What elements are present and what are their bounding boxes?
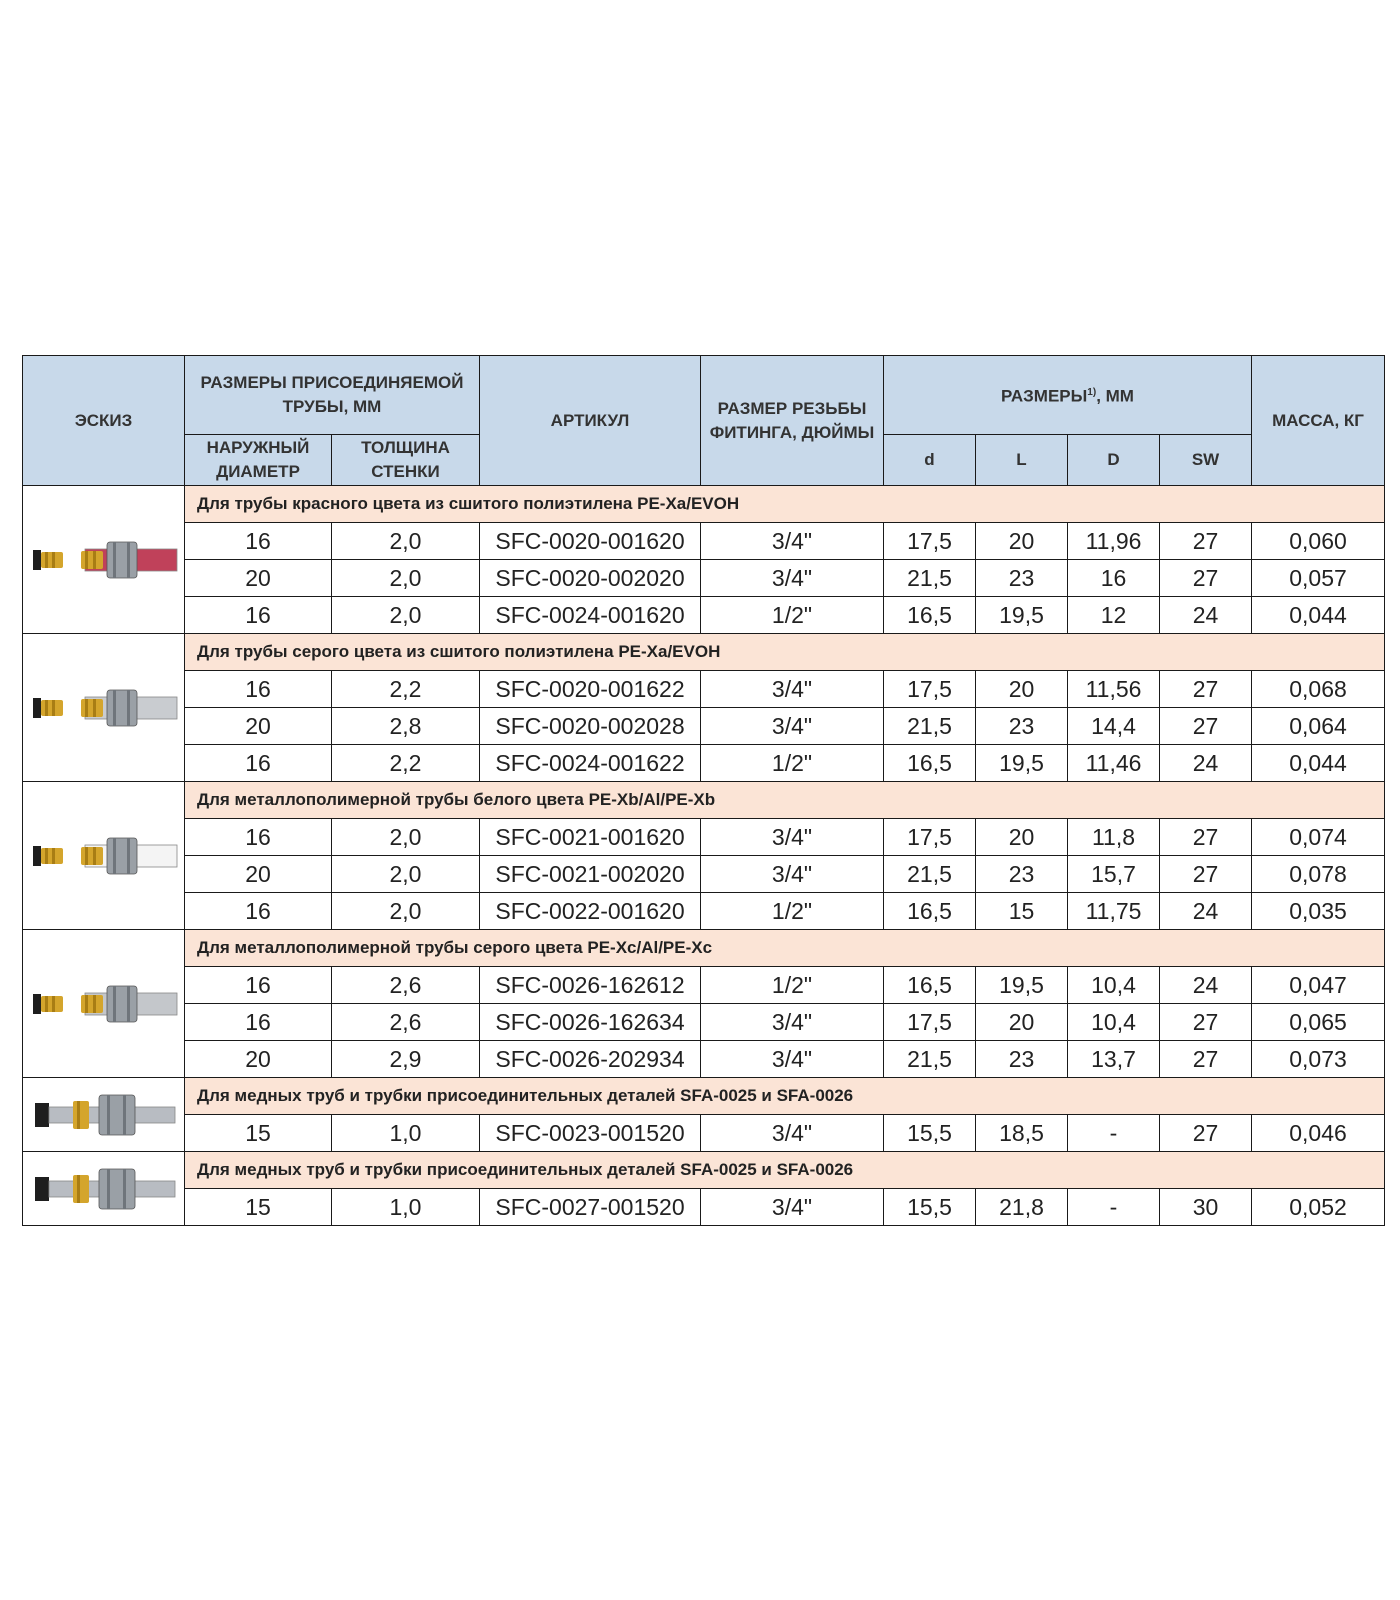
cell-article: SFC-0026-202934 <box>480 1041 701 1078</box>
cell-thread: 3/4" <box>701 856 884 893</box>
table-row <box>23 560 1385 597</box>
group-header-row <box>23 1152 1385 1189</box>
header-dimensions-footnote: 1) <box>1087 387 1097 399</box>
cell-mass: 0,068 <box>1252 671 1385 708</box>
cell-d: 15,7 <box>1068 856 1160 893</box>
table-row <box>23 1041 1385 1078</box>
table-row <box>23 523 1385 560</box>
sketch-cell <box>23 1078 185 1152</box>
cell-article: SFC-0027-001520 <box>480 1189 701 1226</box>
cell-thread: 3/4" <box>701 523 884 560</box>
cell-article: SFC-0022-001620 <box>480 893 701 930</box>
cell-wall: 2,0 <box>332 560 480 597</box>
table-row <box>23 1189 1385 1226</box>
cell-wall: 1,0 <box>332 1115 480 1152</box>
cell-od: 20 <box>185 708 332 745</box>
cell-wall: 2,6 <box>332 967 480 1004</box>
header-outer-diameter: НАРУЖНЫЙ ДИАМЕТР <box>185 435 332 486</box>
cell-d: 10,4 <box>1068 1004 1160 1041</box>
cell-wall: 2,0 <box>332 819 480 856</box>
cell-wall: 2,6 <box>332 1004 480 1041</box>
group-header-row <box>23 634 1385 671</box>
copper-pipe-fitting-icon <box>23 1087 184 1143</box>
cell-sw: 27 <box>1160 819 1252 856</box>
cell-d: 17,5 <box>884 819 976 856</box>
cell-article: SFC-0021-002020 <box>480 856 701 893</box>
cell-l: 20 <box>976 1004 1068 1041</box>
cell-thread: 3/4" <box>701 819 884 856</box>
sketch-cell <box>23 930 185 1078</box>
cell-od: 16 <box>185 967 332 1004</box>
table-row <box>23 1004 1385 1041</box>
header-L: L <box>976 435 1068 486</box>
cell-mass: 0,074 <box>1252 819 1385 856</box>
cell-d: 21,5 <box>884 708 976 745</box>
group-title: Для медных труб и трубки присоединительных деталей SFA-0025 и SFA-0026 <box>185 1078 1385 1115</box>
group-title: Для медных труб и трубки присоединительных деталей SFA-0025 и SFA-0026 <box>185 1152 1385 1189</box>
table-row <box>23 819 1385 856</box>
cell-thread: 3/4" <box>701 560 884 597</box>
cell-l: 19,5 <box>976 967 1068 1004</box>
cell-l: 23 <box>976 708 1068 745</box>
cell-article: SFC-0020-002028 <box>480 708 701 745</box>
header-SW: SW <box>1160 435 1252 486</box>
cell-article: SFC-0024-001622 <box>480 745 701 782</box>
cell-wall: 2,2 <box>332 671 480 708</box>
cell-mass: 0,064 <box>1252 708 1385 745</box>
cell-l: 15 <box>976 893 1068 930</box>
cell-d: - <box>1068 1115 1160 1152</box>
cell-sw: 24 <box>1160 967 1252 1004</box>
cell-d: 21,5 <box>884 856 976 893</box>
cell-thread: 1/2" <box>701 967 884 1004</box>
cell-article: SFC-0020-002020 <box>480 560 701 597</box>
copper-pipe-fitting-large-icon <box>23 1161 184 1217</box>
cell-sw: 24 <box>1160 745 1252 782</box>
cell-l: 23 <box>976 1041 1068 1078</box>
cell-d: 11,46 <box>1068 745 1160 782</box>
cell-thread: 1/2" <box>701 597 884 634</box>
cell-od: 20 <box>185 1041 332 1078</box>
cell-sw: 27 <box>1160 1115 1252 1152</box>
cell-od: 16 <box>185 671 332 708</box>
header-d: d <box>884 435 976 486</box>
cell-d: 14,4 <box>1068 708 1160 745</box>
header-wall-thickness: ТОЛЩИНА СТЕНКИ <box>332 435 480 486</box>
group-header-row <box>23 930 1385 967</box>
table-row <box>23 967 1385 1004</box>
cell-mass: 0,078 <box>1252 856 1385 893</box>
cell-d: 15,5 <box>884 1189 976 1226</box>
cell-mass: 0,052 <box>1252 1189 1385 1226</box>
cell-wall: 2,0 <box>332 523 480 560</box>
grey-multilayer-fitting-icon <box>23 976 184 1032</box>
red-pipe-fitting-icon <box>23 532 184 588</box>
cell-article: SFC-0024-001620 <box>480 597 701 634</box>
cell-thread: 3/4" <box>701 1004 884 1041</box>
cell-thread: 3/4" <box>701 1115 884 1152</box>
cell-d: 21,5 <box>884 560 976 597</box>
cell-mass: 0,046 <box>1252 1115 1385 1152</box>
group-header-row <box>23 1078 1385 1115</box>
cell-d: - <box>1068 1189 1160 1226</box>
cell-d: 17,5 <box>884 671 976 708</box>
table-row <box>23 597 1385 634</box>
cell-od: 20 <box>185 560 332 597</box>
group-header-row <box>23 486 1385 523</box>
cell-mass: 0,044 <box>1252 597 1385 634</box>
header-mass: МАССА, КГ <box>1252 356 1385 486</box>
cell-article: SFC-0026-162634 <box>480 1004 701 1041</box>
cell-od: 16 <box>185 745 332 782</box>
cell-d: 16,5 <box>884 745 976 782</box>
cell-wall: 2,2 <box>332 745 480 782</box>
cell-l: 20 <box>976 819 1068 856</box>
cell-d: 16,5 <box>884 967 976 1004</box>
cell-d: 21,5 <box>884 1041 976 1078</box>
cell-od: 16 <box>185 597 332 634</box>
cell-od: 16 <box>185 1004 332 1041</box>
cell-d: 16,5 <box>884 597 976 634</box>
cell-d: 16,5 <box>884 893 976 930</box>
cell-l: 23 <box>976 856 1068 893</box>
cell-l: 21,8 <box>976 1189 1068 1226</box>
cell-mass: 0,035 <box>1252 893 1385 930</box>
table-row <box>23 745 1385 782</box>
white-pipe-fitting-icon <box>23 828 184 884</box>
grey-pipe-fitting-icon <box>23 680 184 736</box>
cell-l: 19,5 <box>976 745 1068 782</box>
sketch-cell <box>23 1152 185 1226</box>
spec-table <box>22 355 1385 1226</box>
table-row <box>23 856 1385 893</box>
header-dimensions-unit: , ММ <box>1096 386 1134 406</box>
header-D: D <box>1068 435 1160 486</box>
cell-article: SFC-0021-001620 <box>480 819 701 856</box>
cell-article: SFC-0026-162612 <box>480 967 701 1004</box>
cell-od: 15 <box>185 1115 332 1152</box>
sketch-cell <box>23 486 185 634</box>
cell-sw: 27 <box>1160 1041 1252 1078</box>
cell-d: 11,96 <box>1068 523 1160 560</box>
cell-article: SFC-0023-001520 <box>480 1115 701 1152</box>
group-title: Для металлополимерной трубы серого цвета PE-Xc/Al/PE-Xc <box>185 930 1385 967</box>
cell-thread: 3/4" <box>701 1189 884 1226</box>
cell-od: 16 <box>185 819 332 856</box>
cell-d: 11,8 <box>1068 819 1160 856</box>
cell-mass: 0,065 <box>1252 1004 1385 1041</box>
cell-d: 16 <box>1068 560 1160 597</box>
header-pipe-sizes: РАЗМЕРЫ ПРИСОЕДИНЯЕМОЙ ТРУБЫ, ММ <box>185 356 480 435</box>
cell-mass: 0,044 <box>1252 745 1385 782</box>
cell-thread: 3/4" <box>701 1041 884 1078</box>
cell-wall: 2,9 <box>332 1041 480 1078</box>
table-row <box>23 671 1385 708</box>
cell-d: 13,7 <box>1068 1041 1160 1078</box>
cell-d: 10,4 <box>1068 967 1160 1004</box>
table-row <box>23 708 1385 745</box>
cell-sw: 27 <box>1160 671 1252 708</box>
cell-sw: 27 <box>1160 708 1252 745</box>
cell-d: 11,75 <box>1068 893 1160 930</box>
cell-mass: 0,060 <box>1252 523 1385 560</box>
group-title: Для металлополимерной трубы белого цвета PE-Xb/Al/PE-Xb <box>185 782 1385 819</box>
cell-mass: 0,073 <box>1252 1041 1385 1078</box>
cell-od: 16 <box>185 523 332 560</box>
cell-d: 11,56 <box>1068 671 1160 708</box>
cell-d: 15,5 <box>884 1115 976 1152</box>
cell-wall: 2,0 <box>332 893 480 930</box>
table-row <box>23 1115 1385 1152</box>
cell-l: 20 <box>976 671 1068 708</box>
cell-od: 15 <box>185 1189 332 1226</box>
group-title: Для трубы красного цвета из сшитого полиэтилена PE-Xa/EVOH <box>185 486 1385 523</box>
cell-wall: 2,0 <box>332 597 480 634</box>
cell-sw: 27 <box>1160 1004 1252 1041</box>
group-title: Для трубы серого цвета из сшитого полиэтилена PE-Xa/EVOH <box>185 634 1385 671</box>
cell-sw: 24 <box>1160 597 1252 634</box>
cell-wall: 1,0 <box>332 1189 480 1226</box>
cell-l: 19,5 <box>976 597 1068 634</box>
cell-thread: 1/2" <box>701 745 884 782</box>
cell-wall: 2,0 <box>332 856 480 893</box>
sketch-cell <box>23 634 185 782</box>
table-row <box>23 893 1385 930</box>
cell-mass: 0,047 <box>1252 967 1385 1004</box>
header-sketch: ЭСКИЗ <box>23 356 185 486</box>
cell-article: SFC-0020-001622 <box>480 671 701 708</box>
cell-sw: 27 <box>1160 523 1252 560</box>
cell-thread: 3/4" <box>701 671 884 708</box>
cell-d: 12 <box>1068 597 1160 634</box>
cell-thread: 1/2" <box>701 893 884 930</box>
cell-sw: 24 <box>1160 893 1252 930</box>
cell-sw: 30 <box>1160 1189 1252 1226</box>
cell-sw: 27 <box>1160 856 1252 893</box>
cell-mass: 0,057 <box>1252 560 1385 597</box>
cell-thread: 3/4" <box>701 708 884 745</box>
cell-d: 17,5 <box>884 1004 976 1041</box>
cell-sw: 27 <box>1160 560 1252 597</box>
cell-l: 18,5 <box>976 1115 1068 1152</box>
cell-wall: 2,8 <box>332 708 480 745</box>
cell-od: 20 <box>185 856 332 893</box>
cell-article: SFC-0020-001620 <box>480 523 701 560</box>
sketch-cell <box>23 782 185 930</box>
header-dimensions-label: РАЗМЕРЫ <box>1001 386 1088 406</box>
header-article: АРТИКУЛ <box>480 356 701 486</box>
header-thread-size: РАЗМЕР РЕЗЬБЫ ФИТИНГА, ДЮЙМЫ <box>701 356 884 486</box>
cell-l: 20 <box>976 523 1068 560</box>
group-header-row <box>23 782 1385 819</box>
cell-d: 17,5 <box>884 523 976 560</box>
cell-od: 16 <box>185 893 332 930</box>
header-dimensions <box>884 356 1252 435</box>
cell-l: 23 <box>976 560 1068 597</box>
